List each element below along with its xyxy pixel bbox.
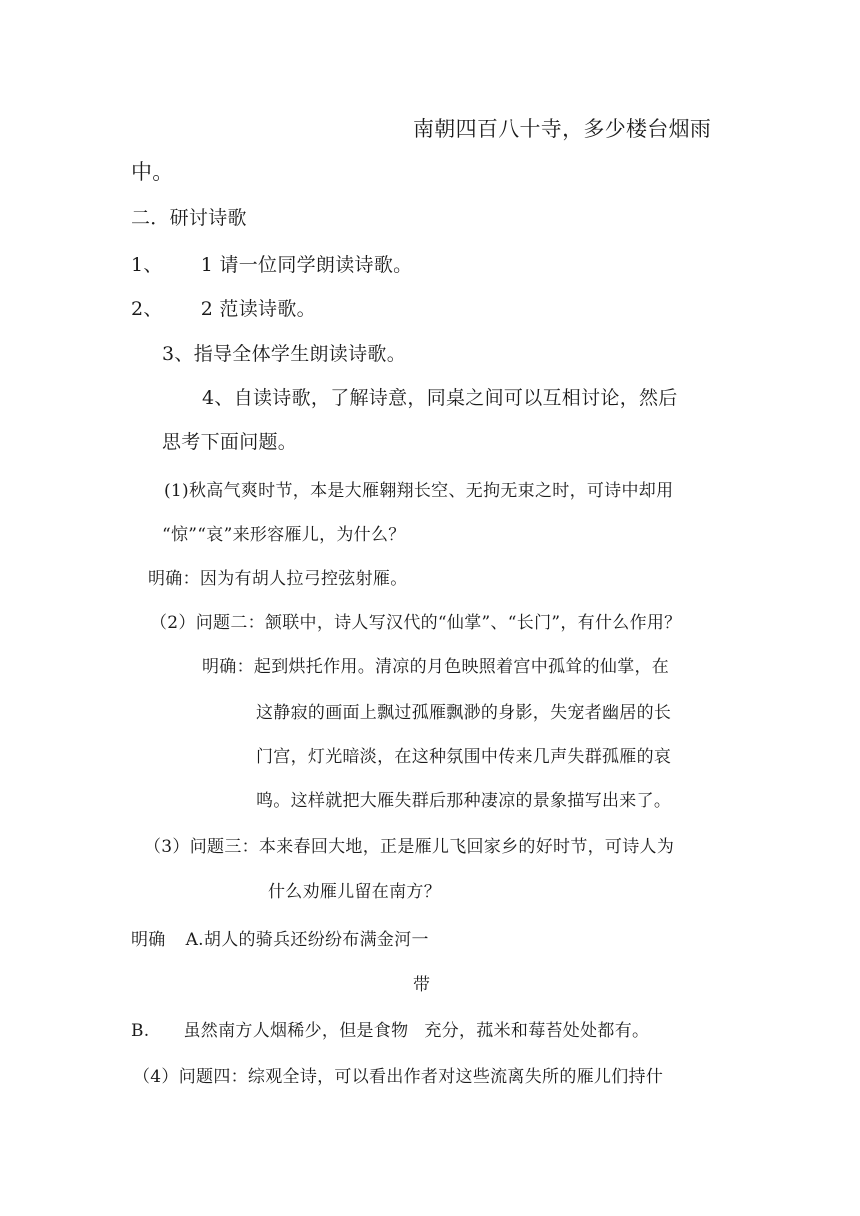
- answer-2-line-3: 门宫，灯光暗淡，在这种氛围中传来几声失群孤雁的哀: [256, 747, 672, 767]
- answer-3-b-text-2: 充分，菰米和莓苔处处都有。: [424, 1021, 650, 1041]
- step-1: [131, 252, 412, 278]
- answer-1: 明确：因为有胡人拉弓控弦射雁。: [148, 569, 408, 589]
- step-2-text: 2 范读诗歌。: [200, 298, 316, 320]
- answer-3-a: [131, 927, 429, 953]
- poem-line-1: 南朝四百八十寺，多少楼台烟雨: [413, 117, 712, 141]
- step-4-line-1: 4、自读诗歌，了解诗意，同桌之间可以互相讨论，然后: [202, 387, 678, 409]
- question-2: （2）问题二：颔联中，诗人写汉代的“仙掌”、“长门”，有什么作用？: [150, 613, 682, 633]
- question-1-line-1: (1)秋高气爽时节，本是大雁翱翔长空、无拘无束之时，可诗中却用: [164, 481, 674, 501]
- answer-3-b: [131, 1018, 649, 1044]
- answer-3-a-continuation: 带: [413, 975, 431, 995]
- question-3-line-1: （3）问题三：本来春回大地，正是雁儿飞回家乡的好时节，可诗人为: [144, 837, 675, 857]
- step-2: [131, 296, 316, 322]
- step-4-line-2: 思考下面问题。: [162, 431, 298, 453]
- question-1-line-2: “惊”“哀”来形容雁儿，为什么？: [162, 525, 406, 545]
- step-1-number: 1、: [131, 254, 163, 276]
- answer-3-b-text-1: 虽然南方人烟稀少，但是食物: [183, 1021, 409, 1041]
- step-2-number: 2、: [131, 298, 163, 320]
- poem-line-2: 中。: [131, 160, 174, 184]
- answer-3-label: 明确: [131, 930, 166, 950]
- answer-3-a-text: A.胡人的骑兵还纷纷布满金河一: [185, 930, 429, 950]
- step-1-text: 1 请一位同学朗读诗歌。: [200, 254, 413, 276]
- answer-3-b-label: B.: [131, 1021, 150, 1041]
- answer-2-line-4: 鸣。这样就把大雁失群后那种凄凉的景象描写出来了。: [256, 791, 672, 811]
- question-3-line-2: 什么劝雁儿留在南方？: [268, 882, 441, 902]
- answer-2-line-2: 这静寂的画面上飘过孤雁飘渺的身影，失宠者幽居的长: [256, 703, 672, 723]
- step-3: 3、指导全体学生朗读诗歌。: [162, 343, 406, 365]
- section-heading: 二．研讨诗歌: [131, 207, 247, 229]
- question-4: （4）问题四：综观全诗，可以看出作者对这些流离失所的雁儿们持什: [133, 1067, 664, 1087]
- answer-2-line-1: 明确：起到烘托作用。清凉的月色映照着宫中孤耸的仙掌，在: [202, 657, 670, 677]
